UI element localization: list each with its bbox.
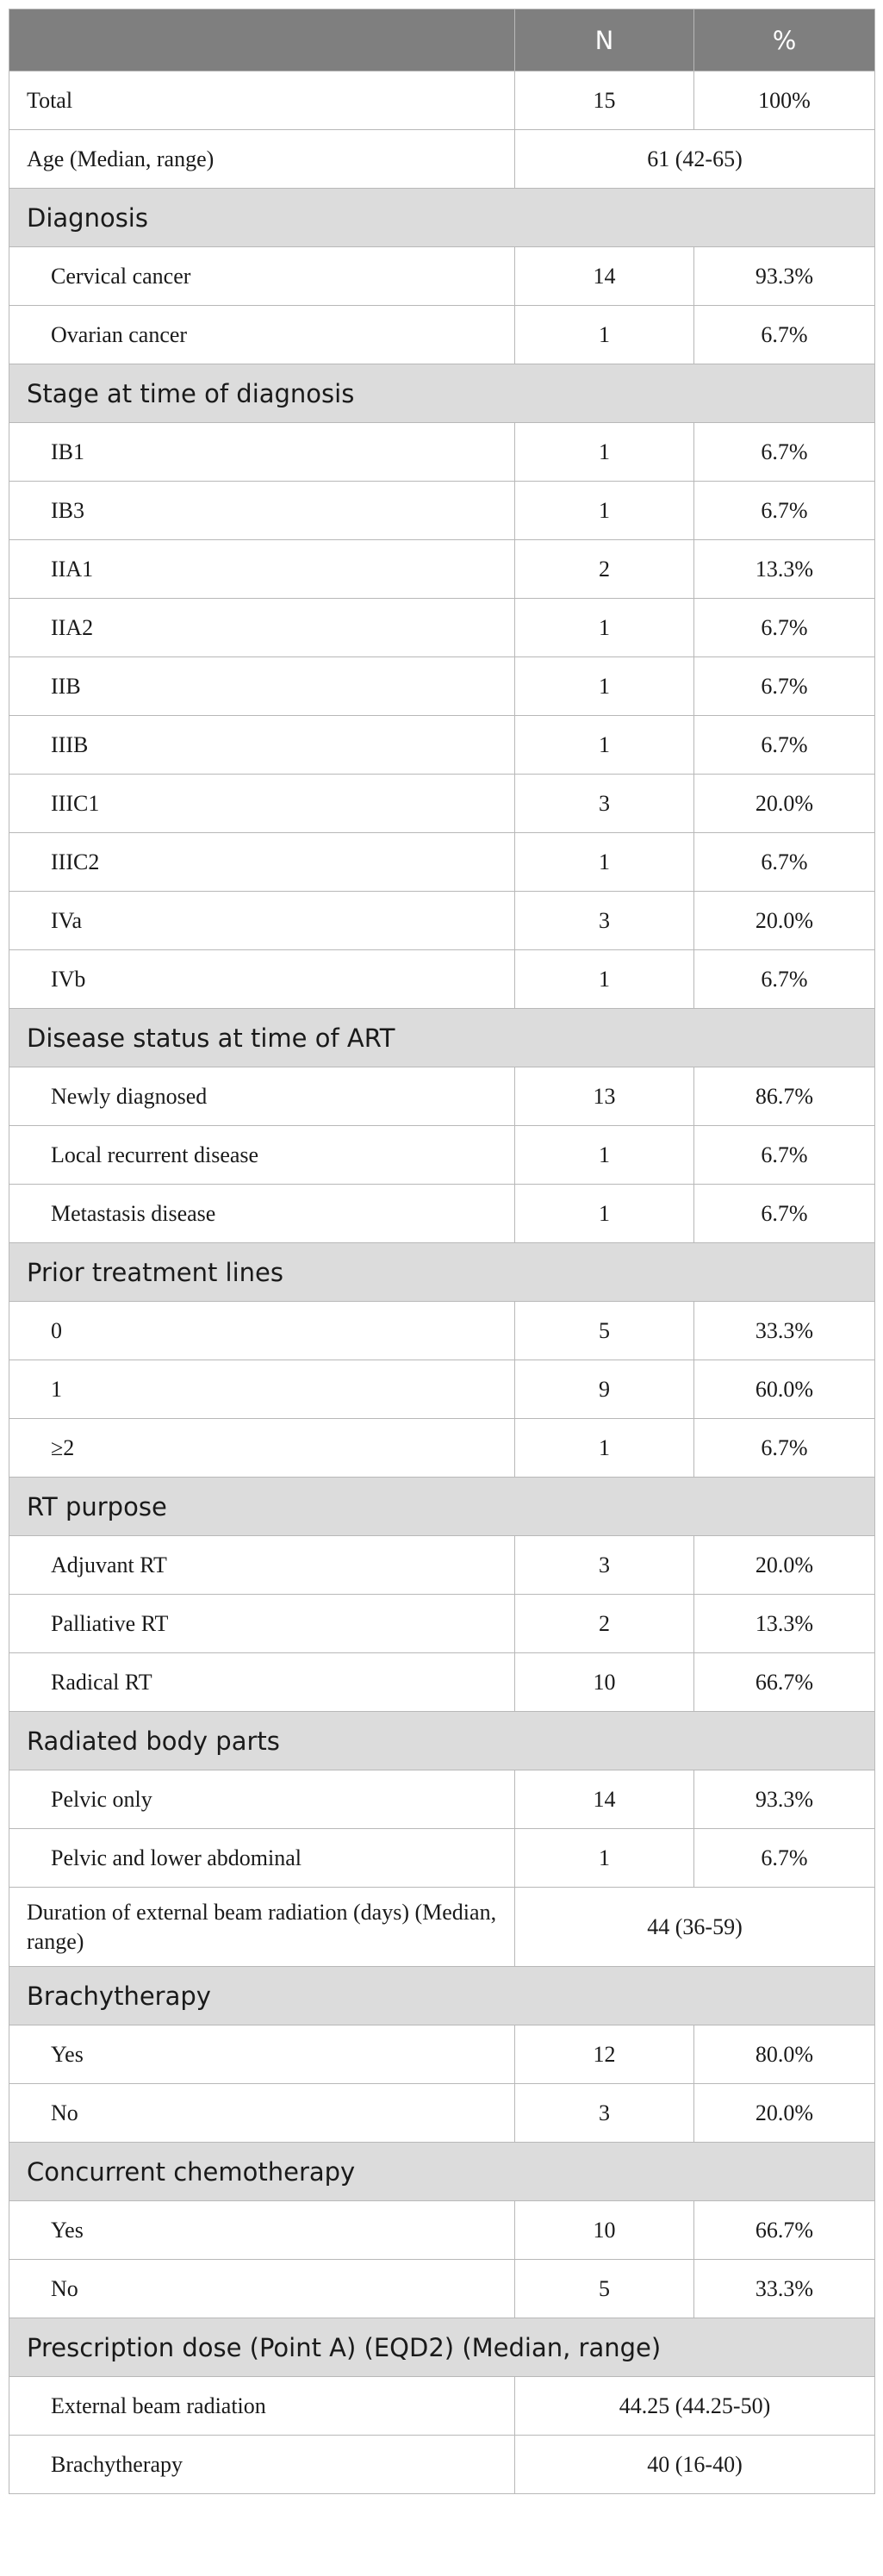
row-percent-value: 13.3% [694,540,875,599]
row-percent-value: 6.7% [694,423,875,482]
table-row [9,892,875,950]
row-label: 1 [9,1360,515,1419]
row-median-range-value: 61 (42-65) [515,130,875,189]
table-row [9,2436,875,2494]
table-row [9,1595,875,1653]
row-percent-value: 93.3% [694,1770,875,1829]
row-label: Duration of external beam radiation (days) (Median, range) [9,1888,515,1967]
row-label: IIIC2 [9,833,515,892]
row-n-value: 1 [515,306,694,364]
row-n-value: 10 [515,2201,694,2260]
table-row [9,482,875,540]
table-row [9,775,875,833]
row-n-value: 1 [515,950,694,1009]
row-n-value: 1 [515,1829,694,1888]
row-percent-value: 6.7% [694,599,875,657]
table-row [9,72,875,130]
section-header-row [9,364,875,423]
row-n-value: 2 [515,540,694,599]
section-title: Radiated body parts [9,1712,875,1770]
row-label: Radical RT [9,1653,515,1712]
row-percent-value: 33.3% [694,1302,875,1360]
table-row [9,540,875,599]
row-label: Brachytherapy [9,2436,515,2494]
row-label: IIIC1 [9,775,515,833]
header-percent-cell: % [694,9,875,72]
table-row [9,1067,875,1126]
row-n-value: 9 [515,1360,694,1419]
row-n-value: 14 [515,1770,694,1829]
row-percent-value: 20.0% [694,775,875,833]
row-n-value: 5 [515,2260,694,2318]
row-n-value: 10 [515,1653,694,1712]
header-label-cell [9,9,515,72]
table-row [9,1360,875,1419]
row-percent-value: 20.0% [694,1536,875,1595]
row-label: Metastasis disease [9,1185,515,1243]
table-row [9,599,875,657]
row-percent-value: 66.7% [694,2201,875,2260]
section-title: Diagnosis [9,189,875,247]
section-title: Concurrent chemotherapy [9,2143,875,2201]
row-percent-value: 20.0% [694,892,875,950]
table-row [9,1302,875,1360]
row-n-value: 3 [515,1536,694,1595]
row-n-value: 14 [515,247,694,306]
table-row [9,2377,875,2436]
row-n-value: 1 [515,1126,694,1185]
section-title: RT purpose [9,1478,875,1536]
row-n-value: 2 [515,1595,694,1653]
row-percent-value: 33.3% [694,2260,875,2318]
row-n-value: 1 [515,1419,694,1478]
table-row [9,1536,875,1595]
row-n-value: 5 [515,1302,694,1360]
table-row [9,1653,875,1712]
row-label: Adjuvant RT [9,1536,515,1595]
row-percent-value: 93.3% [694,247,875,306]
row-label: External beam radiation [9,2377,515,2436]
table-row [9,1126,875,1185]
section-header-row [9,2143,875,2201]
row-n-value: 1 [515,833,694,892]
table-row [9,657,875,716]
row-percent-value: 86.7% [694,1067,875,1126]
row-percent-value: 6.7% [694,950,875,1009]
table-row [9,306,875,364]
row-label: Cervical cancer [9,247,515,306]
row-percent-value: 6.7% [694,657,875,716]
row-percent-value: 6.7% [694,1419,875,1478]
table-row [9,1888,875,1967]
row-percent-value: 6.7% [694,1185,875,1243]
row-label: IVa [9,892,515,950]
header-n-cell: N [515,9,694,72]
row-label: No [9,2084,515,2143]
row-label: IIIB [9,716,515,775]
row-percent-value: 6.7% [694,716,875,775]
row-label: IIB [9,657,515,716]
table-row [9,716,875,775]
row-median-range-value: 44 (36-59) [515,1888,875,1967]
table-row [9,1185,875,1243]
row-label: Newly diagnosed [9,1067,515,1126]
row-label: IB1 [9,423,515,482]
section-title: Prior treatment lines [9,1243,875,1302]
row-n-value: 1 [515,482,694,540]
section-header-row [9,1009,875,1067]
row-percent-value: 66.7% [694,1653,875,1712]
table-row [9,1829,875,1888]
section-header-row [9,1478,875,1536]
row-percent-value: 20.0% [694,2084,875,2143]
row-label: Pelvic and lower abdominal [9,1829,515,1888]
row-label: Pelvic only [9,1770,515,1829]
row-percent-value: 13.3% [694,1595,875,1653]
row-label: IB3 [9,482,515,540]
row-label: IIA1 [9,540,515,599]
table-row [9,423,875,482]
row-label: Yes [9,2025,515,2084]
row-median-range-value: 44.25 (44.25-50) [515,2377,875,2436]
row-n-value: 13 [515,1067,694,1126]
row-percent-value: 6.7% [694,306,875,364]
row-percent-value: 6.7% [694,1126,875,1185]
row-n-value: 12 [515,2025,694,2084]
row-label: Ovarian cancer [9,306,515,364]
section-header-row [9,1243,875,1302]
row-percent-value: 100% [694,72,875,130]
section-title: Prescription dose (Point A) (EQD2) (Median, range) [9,2318,875,2377]
table-row [9,833,875,892]
row-label: IIA2 [9,599,515,657]
row-label: ≥2 [9,1419,515,1478]
row-n-value: 3 [515,892,694,950]
row-n-value: 3 [515,2084,694,2143]
row-label: Yes [9,2201,515,2260]
row-label: Age (Median, range) [9,130,515,189]
section-header-row [9,1712,875,1770]
row-n-value: 3 [515,775,694,833]
row-n-value: 1 [515,599,694,657]
table-row [9,2025,875,2084]
row-median-range-value: 40 (16-40) [515,2436,875,2494]
table-row [9,2084,875,2143]
row-label: 0 [9,1302,515,1360]
table-row [9,247,875,306]
section-header-row [9,189,875,247]
section-header-row [9,2318,875,2377]
section-header-row [9,1967,875,2025]
row-percent-value: 6.7% [694,833,875,892]
row-label: Palliative RT [9,1595,515,1653]
row-percent-value: 6.7% [694,482,875,540]
row-n-value: 15 [515,72,694,130]
row-n-value: 1 [515,657,694,716]
table-row [9,130,875,189]
table-body [9,72,875,2494]
section-title: Brachytherapy [9,1967,875,2025]
table-row [9,1419,875,1478]
table-row [9,2260,875,2318]
row-percent-value: 60.0% [694,1360,875,1419]
section-title: Stage at time of diagnosis [9,364,875,423]
row-label: IVb [9,950,515,1009]
row-label: Local recurrent disease [9,1126,515,1185]
row-n-value: 1 [515,716,694,775]
row-n-value: 1 [515,423,694,482]
row-percent-value: 80.0% [694,2025,875,2084]
section-title: Disease status at time of ART [9,1009,875,1067]
row-label: No [9,2260,515,2318]
table-row [9,950,875,1009]
row-percent-value: 6.7% [694,1829,875,1888]
row-n-value: 1 [515,1185,694,1243]
table-header-row [9,9,875,72]
patient-characteristics-table [9,9,875,2494]
table-row [9,2201,875,2260]
patient-characteristics-table-wrapper [9,9,874,2494]
row-label: Total [9,72,515,130]
table-row [9,1770,875,1829]
